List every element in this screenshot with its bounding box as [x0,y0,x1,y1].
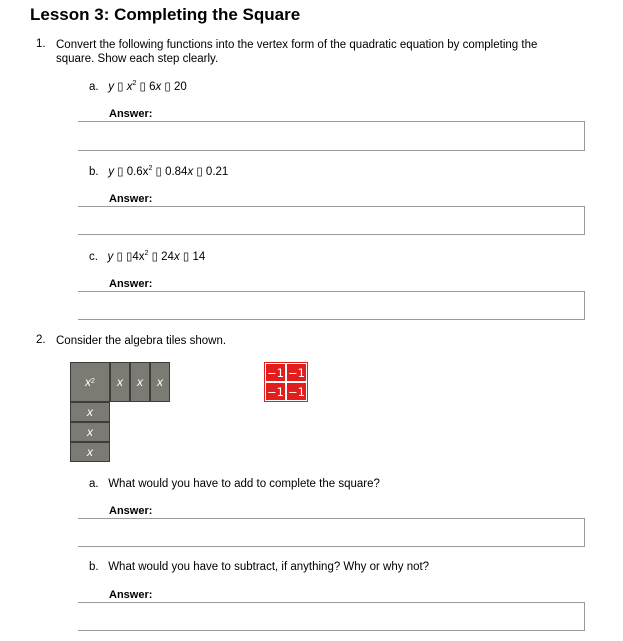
part-label: c. [89,251,98,263]
part-label: b. [89,561,99,573]
question-2-text: Consider the algebra tiles shown. [56,335,227,347]
x-tile: x [70,422,110,442]
question-2-number: 2. [36,334,46,346]
answer-label: Answer: [109,193,153,205]
question-1b: b. y ▯ $0.6x^2$ ▯ 0.84x ▯ 0.21 [89,165,229,178]
negative-unit-tile: −1 [286,382,307,401]
negative-unit-tile: −1 [265,363,286,382]
answer-field-1b[interactable] [78,206,585,235]
question-1-number: 1. [36,38,46,50]
question-1-text: Convert the following functions into the vertex form of the quadratic equation by completing the square. Show each step clearly. [56,39,538,65]
question-1c: c. y ▯ $▯4x^2$ ▯ 24x ▯ 14 [89,250,206,263]
answer-field-1a[interactable] [78,121,585,151]
question-1a: a. y ▯ $x^2$ ▯ 6x ▯ 20 [89,80,187,93]
answer-field-2a[interactable] [78,518,585,547]
negative-unit-tile: −1 [265,382,286,401]
x-tile: x [110,362,130,402]
part-label: b. [89,166,99,178]
answer-field-2b[interactable] [78,602,585,631]
question-2a: a. What would you have to add to complete the square? [89,478,380,490]
negative-unit-tile: −1 [286,363,307,382]
x-tile: x [70,442,110,462]
answer-label: Answer: [109,505,153,517]
x-tile: x [70,402,110,422]
answer-label: Answer: [109,278,153,290]
x-tile: x [130,362,150,402]
page-title: Lesson 3: Completing the Square [30,5,301,24]
answer-field-1c[interactable] [78,291,585,320]
question-2b: b. What would you have to subtract, if anything? Why or why not? [89,561,430,573]
x-squared-tile: x 2 [70,362,110,402]
answer-label: Answer: [109,589,153,601]
answer-label: Answer: [109,108,153,120]
part-label: a. [89,478,99,490]
x-tile: x [150,362,170,402]
part-label: a. [89,81,99,93]
